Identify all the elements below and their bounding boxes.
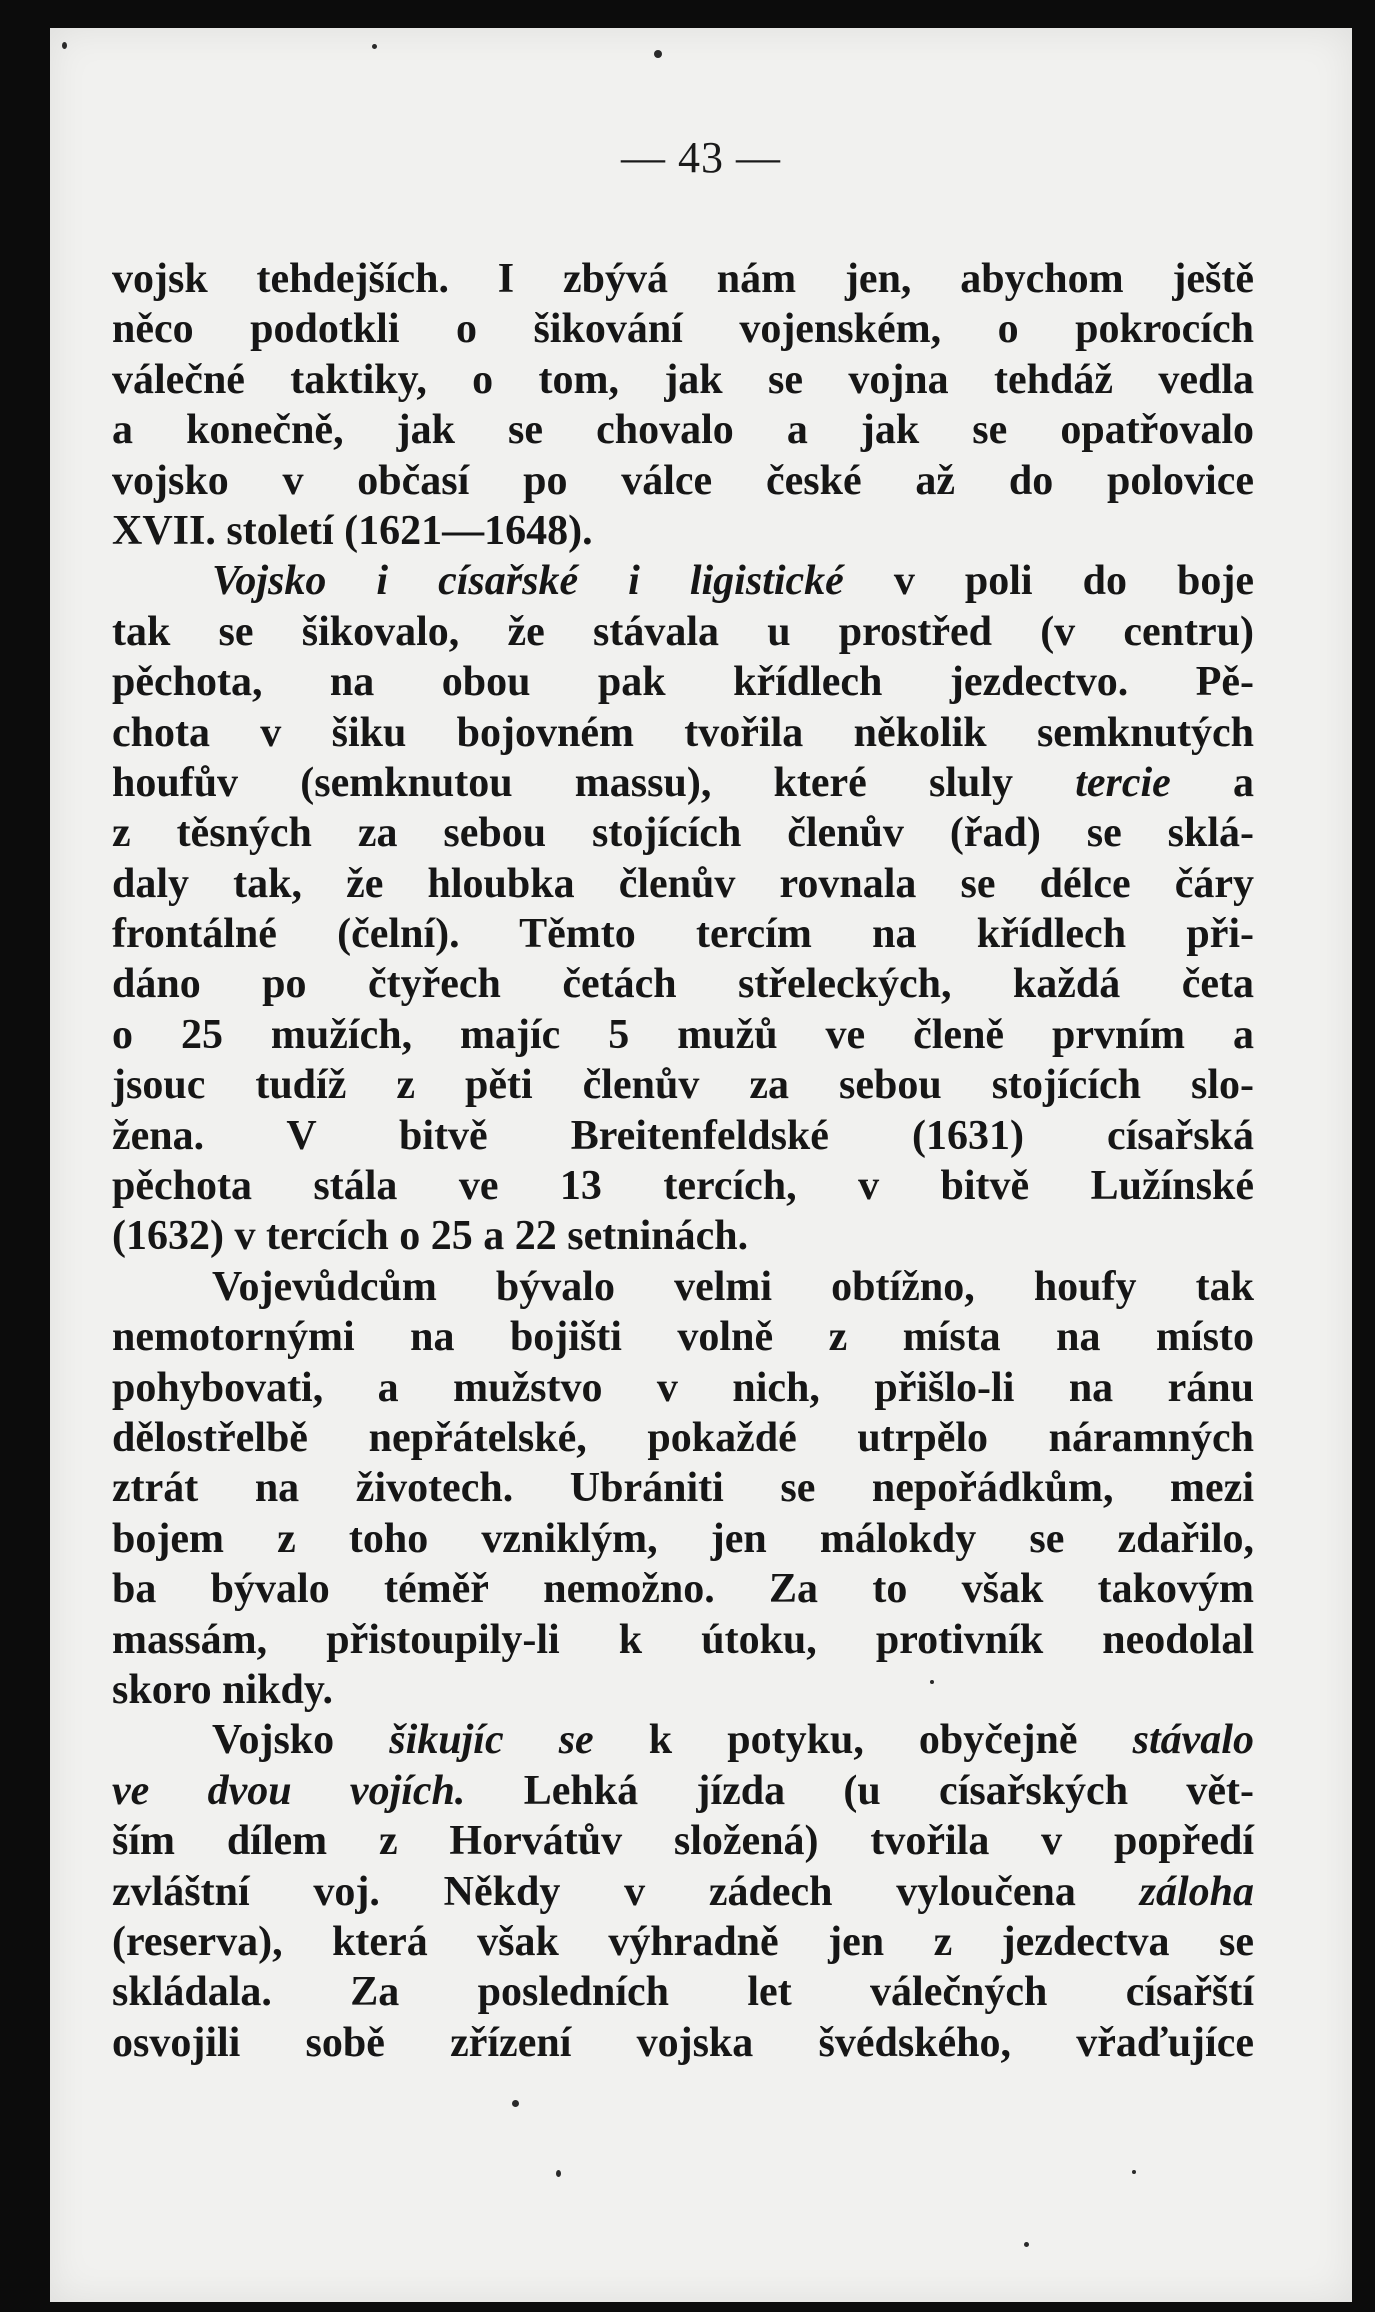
text-fragment: (1632) v tercích o 25 a 22 setninách. bbox=[112, 1213, 749, 1260]
text-line bbox=[112, 1816, 1254, 1866]
italic-phrase: šikujíc se bbox=[389, 1717, 594, 1764]
book-page bbox=[50, 28, 1352, 2302]
text-fragment: v poli do boje bbox=[843, 558, 1254, 605]
text-fragment: dáno po čtyřech četách střeleckých, každá četa bbox=[112, 961, 1254, 1008]
text-fragment: o 25 mužích, majíc 5 mužů ve členě prvním a bbox=[112, 1011, 1254, 1058]
text-line bbox=[112, 1463, 1254, 1513]
text-line bbox=[112, 909, 1254, 959]
text-line bbox=[112, 1211, 1254, 1261]
scan-speck bbox=[62, 42, 67, 49]
text-fragment: ztrát na životech. Ubrániti se nepořádkům, mezi bbox=[112, 1465, 1254, 1512]
text-line bbox=[112, 405, 1254, 455]
text-fragment: pěchota, na obou pak křídlech jezdectvo. Pě- bbox=[112, 659, 1254, 706]
text-line bbox=[112, 355, 1254, 405]
text-line bbox=[112, 859, 1254, 909]
text-fragment: XVII. století (1621—1648). bbox=[112, 507, 593, 554]
text-line bbox=[112, 1715, 1254, 1765]
text-line bbox=[112, 1060, 1254, 1110]
scan-speck bbox=[1024, 2242, 1029, 2247]
text-fragment: vojsko v občasí po válce české až do polovice bbox=[112, 457, 1254, 504]
text-line bbox=[112, 1161, 1254, 1211]
text-fragment: osvojili sobě zřízení vojska švédského, vřaďujíce bbox=[112, 2019, 1254, 2066]
text-fragment: pohybovati, a mužstvo v nich, přišlo-li na ránu bbox=[112, 1364, 1254, 1411]
text-line bbox=[112, 1564, 1254, 1614]
body-text bbox=[112, 254, 1254, 2068]
text-fragment: Lehká jízda (u císařských vět- bbox=[465, 1767, 1254, 1814]
text-line bbox=[112, 506, 1254, 556]
text-fragment: k potyku, obyčejně bbox=[593, 1717, 1133, 1764]
text-fragment: něco podotkli o šikování vojenském, o pokrocích bbox=[112, 306, 1254, 353]
text-fragment: massám, přistoupily-li k útoku, protivník neodolal bbox=[112, 1616, 1254, 1663]
text-line bbox=[112, 556, 1254, 606]
text-fragment: zvláštní voj. Někdy v zádech vyloučena bbox=[112, 1868, 1140, 1915]
text-fragment: Vojsko bbox=[212, 1717, 390, 1764]
text-line bbox=[112, 304, 1254, 354]
text-fragment: žena. V bitvě Breitenfeldské (1631) císařská bbox=[112, 1112, 1254, 1159]
italic-phrase: záloha bbox=[1139, 1868, 1254, 1915]
text-fragment: chota v šiku bojovném tvořila několik semknutých bbox=[112, 709, 1254, 756]
text-line bbox=[112, 1615, 1254, 1665]
scan-speck bbox=[512, 2100, 519, 2107]
text-fragment: vojsk tehdejších. I zbývá nám jen, abychom ještě bbox=[112, 256, 1254, 302]
text-fragment: tak se šikovalo, že stávala u prostřed (v centru) bbox=[112, 608, 1254, 655]
italic-phrase: ve dvou vojích. bbox=[112, 1767, 466, 1814]
text-line bbox=[112, 1010, 1254, 1060]
text-fragment: jsouc tudíž z pěti členův za sebou stojících slo- bbox=[112, 1062, 1254, 1109]
text-line bbox=[112, 254, 1254, 304]
text-line bbox=[112, 959, 1254, 1009]
scan-speck bbox=[1132, 2170, 1136, 2174]
text-line bbox=[112, 2018, 1254, 2068]
italic-phrase: Vojsko i císařské i ligistické bbox=[212, 558, 844, 605]
text-line bbox=[112, 1111, 1254, 1161]
text-line bbox=[112, 708, 1254, 758]
text-fragment: ším dílem z Horvátův složená) tvořila v popředí bbox=[112, 1818, 1254, 1865]
scan-speck bbox=[556, 2170, 561, 2177]
text-line bbox=[112, 758, 1254, 808]
text-line bbox=[112, 1766, 1254, 1816]
text-line bbox=[112, 607, 1254, 657]
text-line bbox=[112, 456, 1254, 506]
text-line bbox=[112, 1363, 1254, 1413]
scan-speck bbox=[930, 1680, 934, 1684]
text-fragment: skoro nikdy. bbox=[112, 1666, 334, 1713]
text-fragment: válečné taktiky, o tom, jak se vojna tehdáž vedla bbox=[112, 356, 1254, 403]
text-fragment: a bbox=[1170, 759, 1254, 806]
text-line bbox=[112, 1867, 1254, 1917]
text-line bbox=[112, 1312, 1254, 1362]
text-fragment: a konečně, jak se chovalo a jak se opatřovalo bbox=[112, 407, 1254, 454]
text-fragment: Vojevůdcům bývalo velmi obtížno, houfy tak bbox=[212, 1263, 1254, 1310]
text-fragment: z těsných za sebou stojících členův (řad) se sklá- bbox=[112, 810, 1254, 857]
text-fragment: frontálné (čelní). Těmto tercím na křídlech při- bbox=[112, 911, 1254, 958]
text-fragment: bojem z toho vzniklým, jen málokdy se zdařilo, bbox=[112, 1515, 1254, 1562]
text-line bbox=[112, 1514, 1254, 1564]
scan-speck bbox=[654, 50, 662, 58]
text-line bbox=[112, 1262, 1254, 1312]
text-line bbox=[112, 1967, 1254, 2017]
text-line bbox=[112, 1413, 1254, 1463]
text-fragment: daly tak, že hloubka členův rovnala se délce čáry bbox=[112, 860, 1254, 907]
text-fragment: skládala. Za posledních let válečných císařští bbox=[112, 1969, 1254, 2016]
page-number: — 43 — bbox=[621, 133, 781, 182]
text-fragment: dělostřelbě nepřátelské, pokaždé utrpělo náramných bbox=[112, 1414, 1254, 1461]
scan-speck bbox=[372, 44, 377, 49]
text-fragment: (reserva), která však výhradně jen z jezdectva se bbox=[112, 1918, 1254, 1965]
text-line bbox=[112, 1917, 1254, 1967]
text-line bbox=[112, 808, 1254, 858]
text-line bbox=[112, 1665, 1254, 1715]
italic-phrase: tercie bbox=[1075, 759, 1171, 806]
italic-phrase: stávalo bbox=[1132, 1717, 1254, 1764]
text-fragment: ba bývalo téměř nemožno. Za to však takovým bbox=[112, 1566, 1254, 1613]
text-line bbox=[112, 657, 1254, 707]
text-fragment: pěchota stála ve 13 tercích, v bitvě Lužínské bbox=[112, 1163, 1254, 1210]
text-fragment: nemotornými na bojišti volně z místa na místo bbox=[112, 1314, 1254, 1361]
text-fragment: houfův (semknutou massu), které sluly bbox=[112, 759, 1076, 806]
